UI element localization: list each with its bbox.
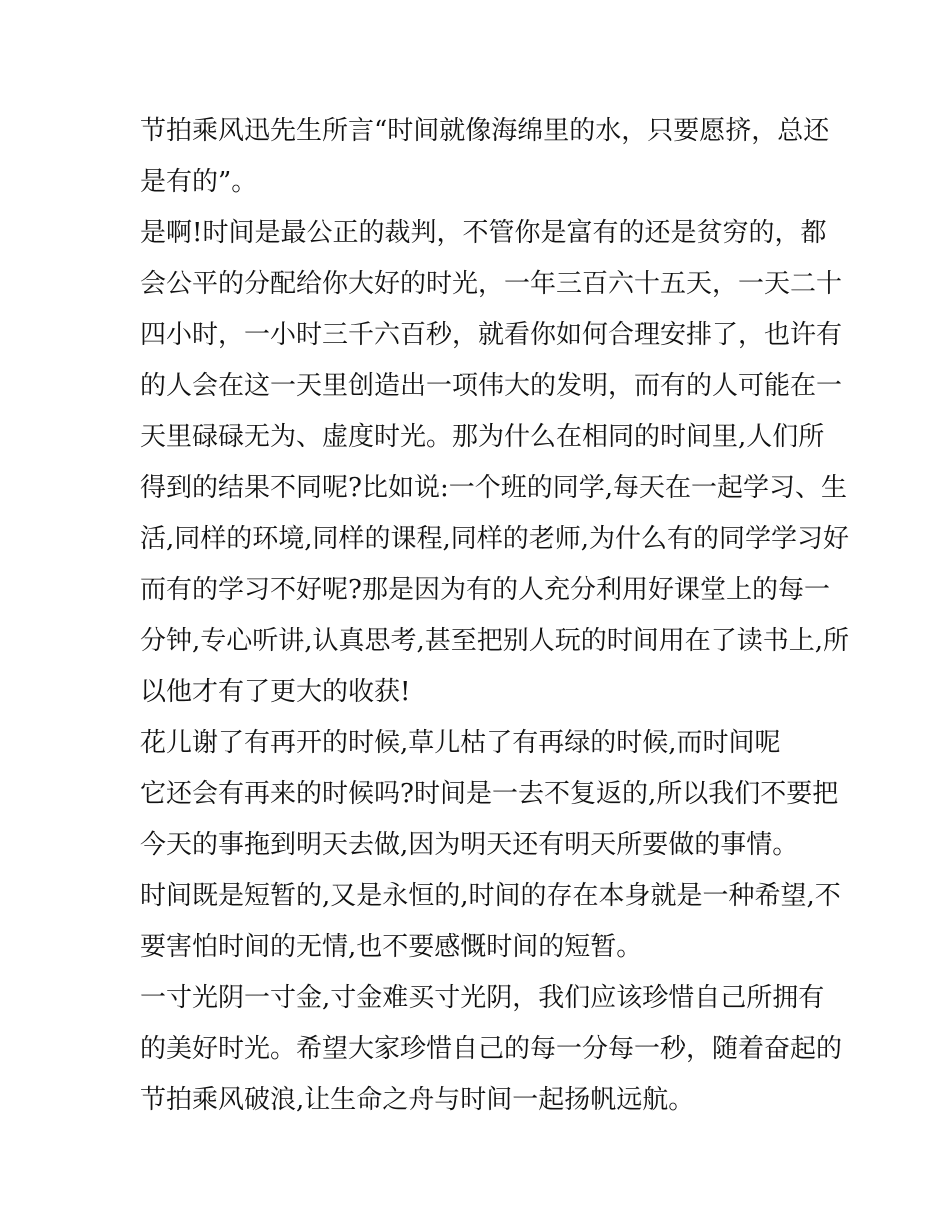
text-line: 节拍乘风迅先生所言“时间就像海绵里的水，只要愿挤，总还 [140, 116, 830, 146]
text-line: 是啊!时间是最公正的裁判，不管你是富有的还是贫穷的，都 [140, 218, 827, 248]
essay-text [140, 106, 850, 1126]
text-line: 时间既是短暂的,又是永恒的,时间的存在本身就是一种希望,不 [140, 881, 841, 911]
text-line: 活,同样的环境,同样的课程,同样的老师,为什么有的同学学习好 [140, 524, 850, 554]
text-line: 天里碌碌无为、虚度时光。那为什么在相同的时间里,人们所 [140, 422, 825, 452]
text-line: 的美好时光。希望大家珍惜自己的每一分每一秒，随着奋起的 [140, 1034, 843, 1064]
text-line: 得到的结果不同呢?比如说:一个班的同学,每天在一起学习、生 [140, 473, 847, 503]
text-line: 它还会有再来的时候吗?时间是一去不复返的,所以我们不要把 [140, 779, 839, 809]
text-line: 一寸光阴一寸金,寸金难买寸光阴，我们应该珍惜自己所拥有 [140, 983, 825, 1013]
text-line: 分钟,专心听讲,认真思考,甚至把别人玩的时间用在了读书上,所 [140, 626, 850, 656]
text-line: 是有的”。 [140, 167, 258, 197]
text-line: 要害怕时间的无情,也不要感慨时间的短暂。 [140, 932, 643, 962]
text-line: 而有的学习不好呢?那是因为有的人充分利用好课堂上的每一 [140, 575, 830, 605]
text-line: 节拍乘风破浪,让生命之舟与时间一起扬帆远航。 [140, 1085, 695, 1115]
text-line: 花儿谢了有再开的时候,草儿枯了有再绿的时候,而时间呢 [140, 728, 781, 758]
text-line: 的人会在这一天里创造出一项伟大的发明，而有的人可能在一 [140, 371, 843, 401]
text-line: 今天的事拖到明天去做,因为明天还有明天所要做的事情。 [140, 830, 799, 860]
text-line: 会公平的分配给你大好的时光，一年三百六十五天，一天二十 [140, 269, 843, 299]
text-line: 以他才有了更大的收获! [140, 677, 411, 707]
text-line: 四小时，一小时三千六百秒，就看你如何合理安排了，也许有 [140, 320, 843, 350]
